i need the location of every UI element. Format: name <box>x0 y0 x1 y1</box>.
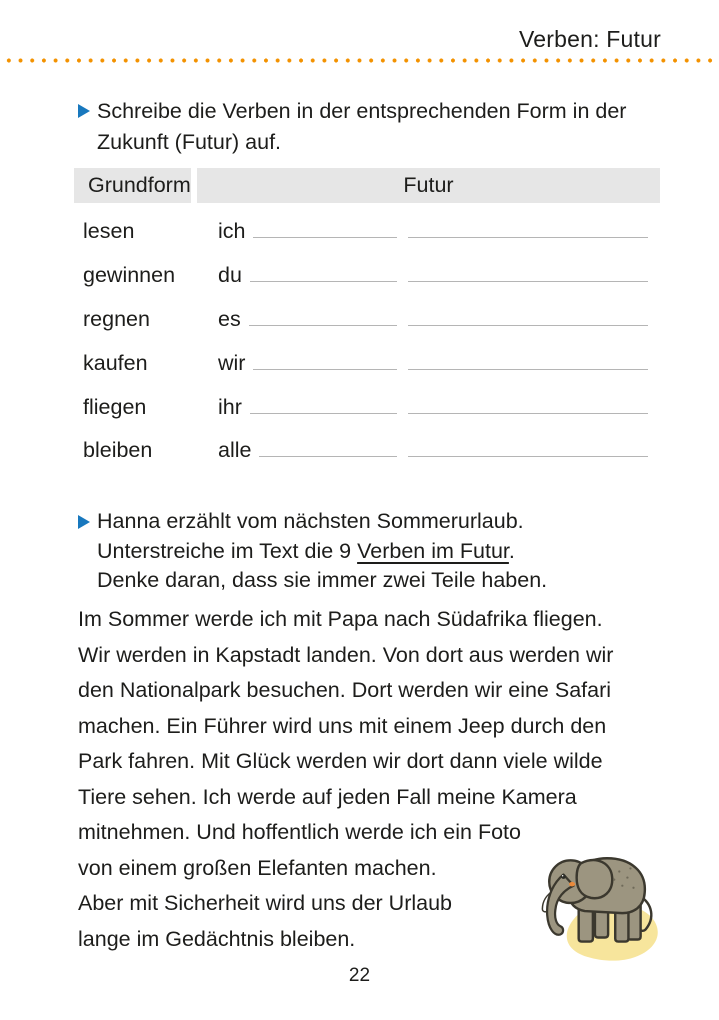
answer-blank-short[interactable] <box>250 413 397 414</box>
page-title: Verben: Futur <box>519 26 661 52</box>
elephant-eye <box>561 874 566 879</box>
answer-blank-short[interactable] <box>249 325 397 326</box>
exercise1-instruction <box>97 96 626 158</box>
dotted-divider <box>0 57 719 64</box>
answer-blank-long[interactable] <box>408 369 648 370</box>
futur-cell <box>218 219 660 244</box>
answer-blank-long[interactable] <box>408 237 648 238</box>
verb-cell: gewinnen <box>83 263 176 288</box>
instruction-text: Unterstreiche im Text die 9 <box>97 538 358 563</box>
answer-blank-short[interactable] <box>250 281 397 282</box>
elephant-ear <box>577 860 613 898</box>
story-line: machen. Ein Führer wird uns mit einem Jeep durch den <box>78 713 607 738</box>
story-line: mitnehmen. Und hoffentlich werde ich ein Foto <box>78 820 521 844</box>
story-line: Tiere sehen. Ich werde auf jeden Fall meine Kamera <box>78 784 577 809</box>
verb-cell: regnen <box>83 306 150 331</box>
instruction-text: . <box>508 538 515 563</box>
exercise1-section <box>78 96 653 158</box>
verb-cell: kaufen <box>83 350 148 375</box>
story-line: Aber mit Sicherheit wird uns der Urlaub <box>78 891 453 915</box>
answer-blank-long[interactable] <box>408 281 648 282</box>
story-line: von einem großen Elefanten machen. <box>78 855 437 880</box>
pronoun-label: wir <box>218 350 246 375</box>
underlined-phrase: Verben im Futur <box>357 538 509 563</box>
table-row <box>74 385 660 429</box>
pronoun-label: ich <box>218 219 246 244</box>
table-row <box>74 429 660 473</box>
story-line: Im Sommer werde ich mit Papa nach Südafrika fliegen. <box>78 607 603 631</box>
bullet-arrow-icon <box>78 515 90 529</box>
story-line: lange im Gedächtnis bleiben. <box>78 926 356 951</box>
elephant-cheek <box>569 882 575 886</box>
table-header-grundform: Grundform <box>74 168 191 203</box>
answer-blank-short[interactable] <box>259 456 397 457</box>
instruction-line: Hanna erzählt vom nächsten Sommerurlaub. <box>97 509 524 533</box>
page-number: 22 <box>348 965 371 986</box>
table-row <box>74 210 660 254</box>
futur-cell <box>218 307 660 332</box>
pronoun-label: du <box>218 263 242 288</box>
elephant-illustration <box>534 845 666 967</box>
futur-cell <box>218 438 660 463</box>
verb-cell: fliegen <box>83 394 147 419</box>
bullet-arrow-icon <box>78 104 90 118</box>
answer-blank-short[interactable] <box>253 369 397 370</box>
table-row <box>74 341 660 385</box>
futur-cell <box>218 263 660 288</box>
answer-blank-long[interactable] <box>408 413 648 414</box>
verb-cell: lesen <box>83 219 135 244</box>
futur-cell <box>218 351 660 376</box>
instruction-line: Zukunft (Futur) auf. <box>97 130 282 154</box>
answer-blank-short[interactable] <box>253 237 397 238</box>
exercise2-instruction <box>97 507 547 596</box>
verb-cell: bleiben <box>83 438 153 463</box>
story-line: den Nationalpark besuchen. Dort werden wir eine Safari <box>78 678 612 702</box>
pronoun-label: alle <box>218 438 252 463</box>
elephant-eye-highlight <box>562 875 563 876</box>
story-line: Wir werden in Kapstadt landen. Von dort aus werden wir <box>78 642 614 667</box>
futur-cell <box>218 395 660 420</box>
table-body <box>74 203 660 473</box>
instruction-line <box>97 537 547 567</box>
answer-blank-long[interactable] <box>408 456 648 457</box>
instruction-line: Schreibe die Verben in der entsprechenden Form in der <box>97 99 627 123</box>
table-row <box>74 298 660 342</box>
pronoun-label: ihr <box>218 394 242 419</box>
exercise2-section <box>78 507 653 596</box>
pronoun-label: es <box>218 306 241 331</box>
answer-blank-long[interactable] <box>408 325 648 326</box>
instruction-line: Denke daran, dass sie immer zwei Teile haben. <box>97 568 548 592</box>
table-header-futur: Futur <box>197 168 660 203</box>
story-line: Park fahren. Mit Glück werden wir dort dann viele wilde <box>78 749 603 773</box>
table-header-row <box>74 168 660 203</box>
table-row <box>74 254 660 298</box>
verb-table <box>74 168 660 473</box>
